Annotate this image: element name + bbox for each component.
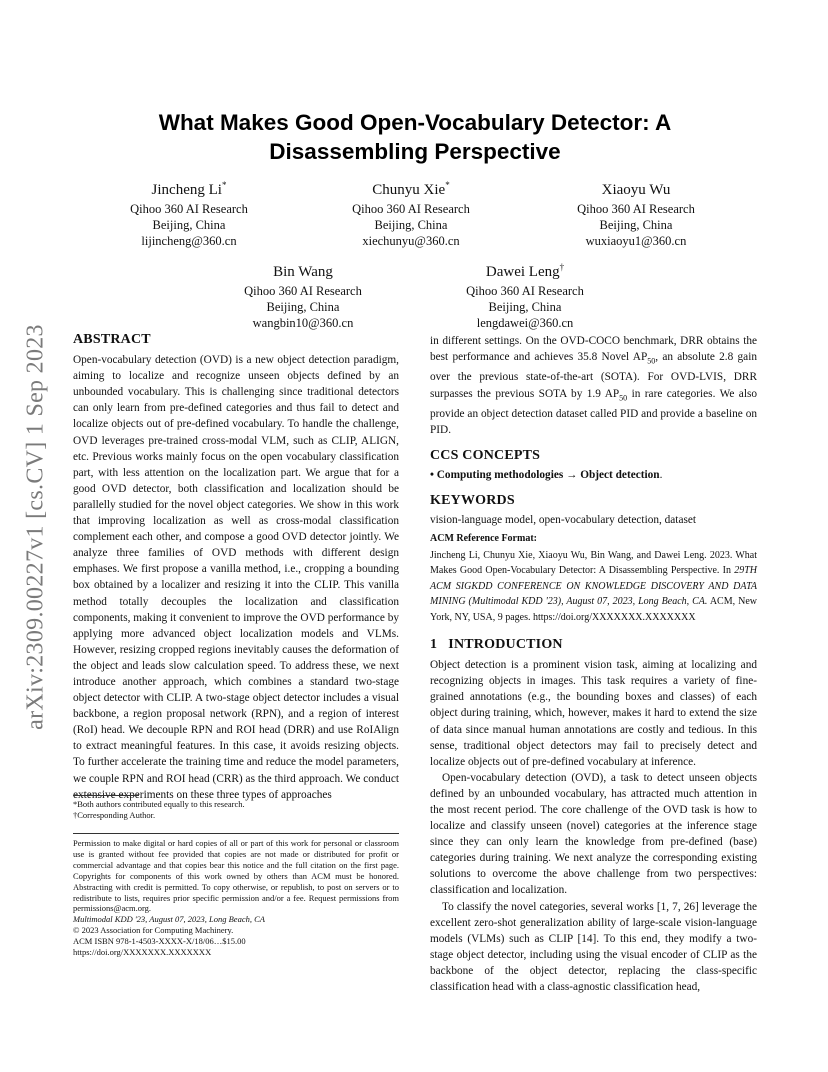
author-block: [536, 175, 736, 249]
abstract-text: Open-vocabulary detection (OVD) is a new object detection paradigm, aiming to localize and recognize unseen objects defined by an unbounded vocabulary. This is challenging since traditional detectors can only learn from pre-defined categories and thus fail to detect and localize objects out of pre-defined vocabulary. To handle the challenge, OVD leverages pre-trained cross-modal VLM, such as CLIP, ALIGN, etc. Previous works mainly focus on the open vocabulary classification part, with less attention on the localization part. We argue that for a good OVD detector, both classification and localization should be parallelly studied for the novel object categories. We show in this work that improving localization as well as cross-modal classification complement each other, and compose a good OVD detector jointly. We analyze three families of OVD methods with different design emphases. We first propose a vanilla method, i.e., cropping a bounding box obtained by a localizer and resizing it into the CLIP. This vanilla method totally decouples the localization and classification components, making it convenient to improve the OVD performance by applying more advanced object localization models and VLMs. However, resizing cropped regions inevitably causes the deformation of the object and leads slow calculation speed. To address these, we next introduce another approach, which combines a standard two-stage object detector with CLIP. A two-stage object detector includes a visual backbone, a region proposal network (RPN), and a region of interest (RoI) head. We decouple RPN and ROI head (DRR) and use RoIAlign to extract meaningful features. In this case, it avoids resizing objects. To further accelerate the training time and reduce the model parameters, we couple RPN and ROI head (CRR) as the third approach. We conduct extensive experiments on these three types of approaches: [73, 354, 399, 801]
permission-block: [73, 838, 399, 958]
author-location: Beijing, China: [599, 218, 673, 232]
author-name: Xiaoyu Wu: [601, 182, 671, 198]
abstract-heading: ABSTRACT: [73, 332, 151, 347]
author-affiliation: Qihoo 360 AI Research: [352, 202, 470, 216]
footnote-equal-contribution: *Both authors contributed equally to this research.: [73, 799, 245, 809]
author-name: Bin Wang: [273, 264, 333, 280]
author-name: Jincheng Li*: [151, 180, 227, 198]
footnotes: [73, 799, 399, 821]
author-email: lijincheng@360.cn: [141, 234, 237, 248]
paper-title: What Makes Good Open-Vocabulary Detector: A Disassembling Perspective: [158, 110, 672, 164]
permission-copyright: © 2023 Association for Computing Machinery.: [73, 925, 234, 936]
intro-paragraph-3: To classify the novel categories, several works [1, 7, 26] leverage the excellent zero-shot generalization ability of large-scale vision-language models (VLMs) such as CLIP [14]. To this end, they modify a two-stage object detector, including using the visual encoder of CLIP as the backbone of the object detector, replacing the class-specific classification head with a class-agnostic classification head,: [430, 900, 757, 993]
abstract-continuation: in different settings. On the OVD-COCO benchmark, DRR obtains the best performance and achieves 35.8 Novel $AP_{50}$, an absolute 2.8 gain over the previous state-of-the-art (SOTA). For OVD-LVIS, DRR surpasses the previous SOTA by 1.9 $AP_{50}$ in rare categories. We also provide an object detection dataset called PID and provide a baseline on PID.: [430, 335, 758, 436]
author-location: Beijing, China: [488, 300, 562, 314]
author-email: lengdawei@360.cn: [476, 316, 574, 330]
right-column: [430, 333, 757, 995]
arxiv-stamp: [16, 292, 56, 762]
author-affiliation: Qihoo 360 AI Research: [244, 284, 362, 298]
permission-isbn: ACM ISBN 978-1-4503-XXXX-X/18/06…$15.00: [73, 936, 246, 947]
author-affiliation: Qihoo 360 AI Research: [130, 202, 248, 216]
author-block: [89, 175, 289, 249]
author-block: [425, 257, 625, 331]
permission-rule: [73, 833, 399, 834]
ccs-heading: CCS CONCEPTS: [430, 448, 541, 464]
footnote-corresponding: †Corresponding Author.: [73, 810, 156, 820]
author-location: Beijing, China: [152, 218, 226, 232]
acm-reference-heading: ACM Reference Format:: [430, 533, 537, 545]
intro-paragraph-1: Object detection is a prominent vision task, aiming at localizing and recognizing objects in images. This task requires a variety of fine-grained annotations (e.g., the bounding boxes and classes) of each object during training, which, however, makes it hard to extend the size of data since manual human annotations are costly and tedious. In this sense, traditional object detectors may fail to precisely detect and localize objects out of pre-defined vocabulary at inference.: [430, 659, 757, 768]
author-email: wuxiaoyu1@360.cn: [585, 234, 687, 248]
footnote-rule: [73, 795, 139, 796]
author-location: Beijing, China: [266, 300, 340, 314]
author-affiliation: Qihoo 360 AI Research: [577, 202, 695, 216]
acm-reference-text: Jincheng Li, Chunyu Xie, Xiaoyu Wu, Bin Wang, and Dawei Leng. 2023. What Makes Good Open-Vocabulary Detector: A Disassembling Perspective. In 29TH ACM SIGKDD CONFERENCE ON KNOWLEDGE DISCOVERY AND DATA MINING (Multimodal KDD '23), August 07, 2023, Long Beach, CA. ACM, New York, NY, USA, 9 pages. https://doi.org/XXXXXXX.XXXXXXX: [430, 549, 757, 623]
author-affiliation: Qihoo 360 AI Research: [466, 284, 584, 298]
ccs-text: • Computing methodologies → Object detection.: [430, 469, 663, 482]
author-name: Dawei Leng†: [485, 262, 565, 280]
keywords-heading: KEYWORDS: [430, 493, 515, 509]
arxiv-stamp-text: arXiv:2309.00227v1 [cs.CV] 1 Sep 2023: [22, 324, 49, 730]
permission-doi: https://doi.org/XXXXXXX.XXXXXXX: [73, 947, 212, 958]
author-email: xiechunyu@360.cn: [362, 234, 460, 248]
keywords-text: vision-language model, open-vocabulary detection, dataset: [430, 514, 697, 527]
intro-paragraph-2: Open-vocabulary detection (OVD), a task to detect unseen objects defined by an unbounded vocabulary, has attracted much attention in the most recent period. The core challenge of the OVD task is how to localize and classify unseen (novel) categories at the inference stage since they can only learn the knowledge from pre-defined (base) categories during training. We next analyze the corresponding existing solutions to overcome the above challenge from two perspectives: classification and localization.: [430, 771, 757, 897]
author-name: Chunyu Xie*: [372, 180, 450, 198]
author-location: Beijing, China: [374, 218, 448, 232]
author-block: [311, 175, 511, 249]
author-block: [203, 257, 403, 331]
introduction-heading: 1 INTRODUCTION: [430, 637, 563, 653]
author-email: wangbin10@360.cn: [252, 316, 354, 330]
left-column: [73, 332, 399, 803]
permission-venue: Multimodal KDD '23, August 07, 2023, Long Beach, CA: [73, 914, 265, 925]
permission-text: Permission to make digital or hard copies of all or part of this work for personal or classroom use is granted without fee provided that copies are not made or distributed for profit or commercial advantage and that copies bear this notice and the full citation on the first page. Copyrights for components of this work owned by others than ACM must be honored. Abstracting with credit is permitted. To copy otherwise, or republish, to post on servers or to redistribute to lists, requires prior specific permission and/or a fee. Request permissions from permissions@acm.org.: [73, 838, 399, 914]
